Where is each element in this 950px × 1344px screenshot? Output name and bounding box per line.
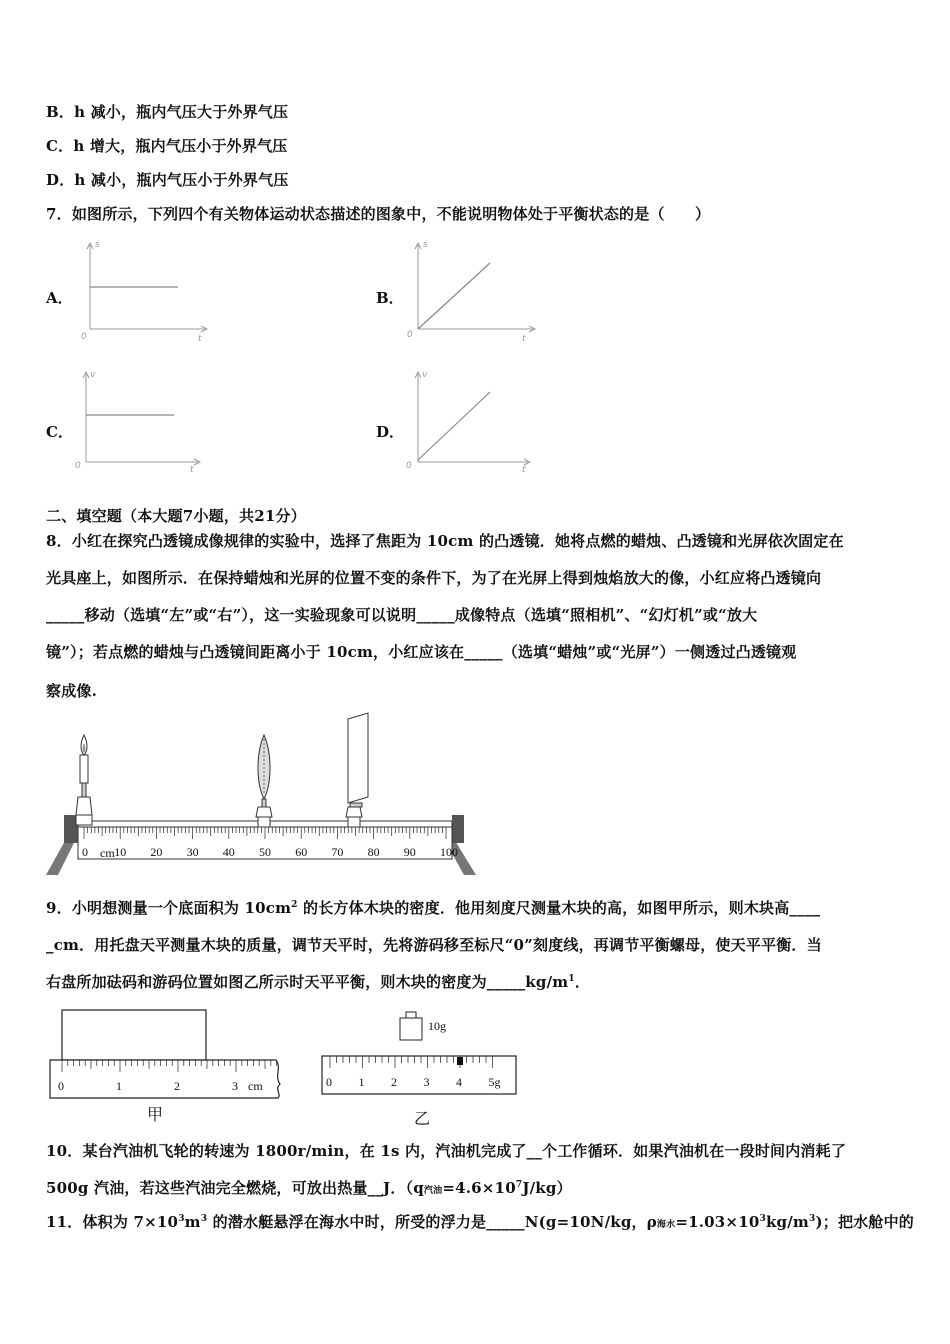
- graph-a-x-label: t: [198, 334, 202, 344]
- graph-b-label: B．: [376, 289, 404, 307]
- graph-d: [398, 368, 548, 478]
- section-title: 二、填空题（本大题7小题，共21分）: [46, 507, 306, 525]
- bench-tick-label: 60: [295, 845, 308, 859]
- candle: [76, 735, 92, 825]
- graph-c-label: C．: [46, 423, 73, 441]
- balance-scale-diagram: [318, 1008, 523, 1100]
- graph-a: [70, 235, 220, 345]
- option-c: C．h 增大，瓶内气压小于外界气压: [46, 137, 288, 155]
- ruler-tick-label: 2: [174, 1079, 180, 1093]
- scale-tick-label: 2: [391, 1075, 397, 1089]
- bench-tick-label: 30: [186, 845, 199, 859]
- q11-line1: 11．体积为 $7\times 10^3m^3$ 的潜水艇悬浮在海水中时，所受的浮力是_____N(g=10N/kg，ρ海水$=1.03\times 10^3kg/m^3$)；把水舱中的: [46, 1213, 914, 1231]
- weight-label: 10g: [428, 1019, 446, 1033]
- rider: [457, 1057, 463, 1065]
- bench-unit: cm: [100, 846, 115, 860]
- q10-line1: 10．某台汽油机飞轮的转速为 1800r/min，在 1s 内，汽油机完成了__个工作循环．如果汽油机在一段时间内消耗了: [46, 1142, 847, 1160]
- bench-zero: 0: [82, 845, 88, 859]
- graph-d-line: [418, 392, 490, 460]
- q8-line4: 镜”）；若点燃的蜡烛与凸透镜间距离小于 10cm，小红应该在_____（选填“蜡烛”或“光屏”）一侧透过凸透镜观: [46, 643, 797, 661]
- bench-tick-label: 70: [331, 845, 344, 859]
- optical-bench-diagram: [44, 705, 474, 880]
- bench-tick-label: 10: [114, 845, 127, 859]
- bench-tick-label: 50: [259, 845, 271, 859]
- graph-c-y-label: v: [90, 370, 96, 380]
- option-d: D．h 减小，瓶内气压小于外界气压: [46, 171, 289, 189]
- q9-line3: 右盘所加砝码和游码位置如图乙所示时天平平衡，则木块的密度为$\_\_\_\_\_kg/m^1$．: [46, 973, 591, 991]
- bench-tick-label: 90: [403, 845, 416, 859]
- q8-line3: _____移动（选填“左”或“右”），这一实验现象可以说明_____成像特点（选填“照相机”、“幻灯机”或“放大: [46, 606, 758, 624]
- scale-tick-label: 0: [326, 1075, 332, 1089]
- scale-tick-label: 3: [423, 1075, 430, 1089]
- convex-lens: [256, 735, 272, 827]
- scale-tick-label: 4: [456, 1075, 462, 1089]
- graph-b: [398, 235, 548, 345]
- graph-c: [66, 368, 216, 478]
- bench-tick-label: 20: [150, 845, 163, 859]
- q9-line2: _cm．用托盘天平测量木块的质量，调节天平时，先将游码移至标尺“0”刻度线，再调节平衡螺母，使天平平衡．当: [46, 936, 822, 954]
- q10-line2: 500g 汽油，若这些汽油完全燃烧，可放出热量__J．（q汽油$=4.6\times 10^7J/kg$）: [46, 1179, 572, 1197]
- ruler-unit: cm: [248, 1079, 263, 1093]
- graph-d-origin: 0: [406, 461, 412, 471]
- q9-line1: 9．小明想测量一个底面积为 $10cm^2$ 的长方体木块的密度．他用刻度尺测量木块的高，如图甲所示，则木块高____: [46, 899, 821, 917]
- caption-jia: 甲: [147, 1105, 164, 1124]
- light-screen: [346, 713, 368, 827]
- graph-b-y-label: s: [423, 240, 428, 250]
- ruler-tick-label: 0: [58, 1079, 64, 1093]
- graph-d-y-label: v: [422, 370, 428, 380]
- graph-d-x-label: t: [522, 465, 526, 475]
- caption-yi: 乙: [414, 1109, 431, 1128]
- ruler-diagram: [48, 1008, 288, 1100]
- graph-c-x-label: t: [190, 465, 194, 475]
- q8-line1: 8．小红在探究凸透镜成像规律的实验中，选择了焦距为 10cm 的凸透镜．她将点燃的蜡烛、凸透镜和光屏依次固定在: [46, 532, 844, 550]
- ruler-tick-label: 1: [116, 1079, 122, 1093]
- q8-line2: 光具座上，如图所示．在保持蜡烛和光屏的位置不变的条件下，为了在光屏上得到烛焰放大的像，小红应将凸透镜向: [46, 569, 822, 587]
- bench-tick-label: 100: [440, 845, 458, 859]
- graph-b-line: [418, 263, 490, 329]
- q7-stem: 7．如图所示，下列四个有关物体运动状态描述的图象中，不能说明物体处于平衡状态的是（ ）: [46, 205, 711, 223]
- bench-tick-label: 40: [222, 845, 235, 859]
- graph-b-origin: 0: [407, 330, 413, 340]
- q8-line5: 察成像.: [46, 682, 98, 700]
- ruler-tick-label: 3: [232, 1079, 238, 1093]
- bench-tick-label: 80: [367, 845, 380, 859]
- weight-10g: [400, 1012, 422, 1040]
- graph-a-y-label: s: [95, 240, 100, 250]
- graph-c-origin: 0: [75, 461, 81, 471]
- graph-b-x-label: t: [522, 334, 526, 344]
- graph-a-label: A．: [46, 289, 73, 307]
- graph-d-label: D．: [376, 423, 405, 441]
- graph-a-origin: 0: [81, 332, 87, 342]
- option-b: B．h 减小，瓶内气压大于外界气压: [46, 103, 289, 121]
- wood-block: [62, 1010, 206, 1060]
- scale-tick-label: 5g: [488, 1075, 501, 1089]
- scale-tick-label: 1: [358, 1075, 365, 1089]
